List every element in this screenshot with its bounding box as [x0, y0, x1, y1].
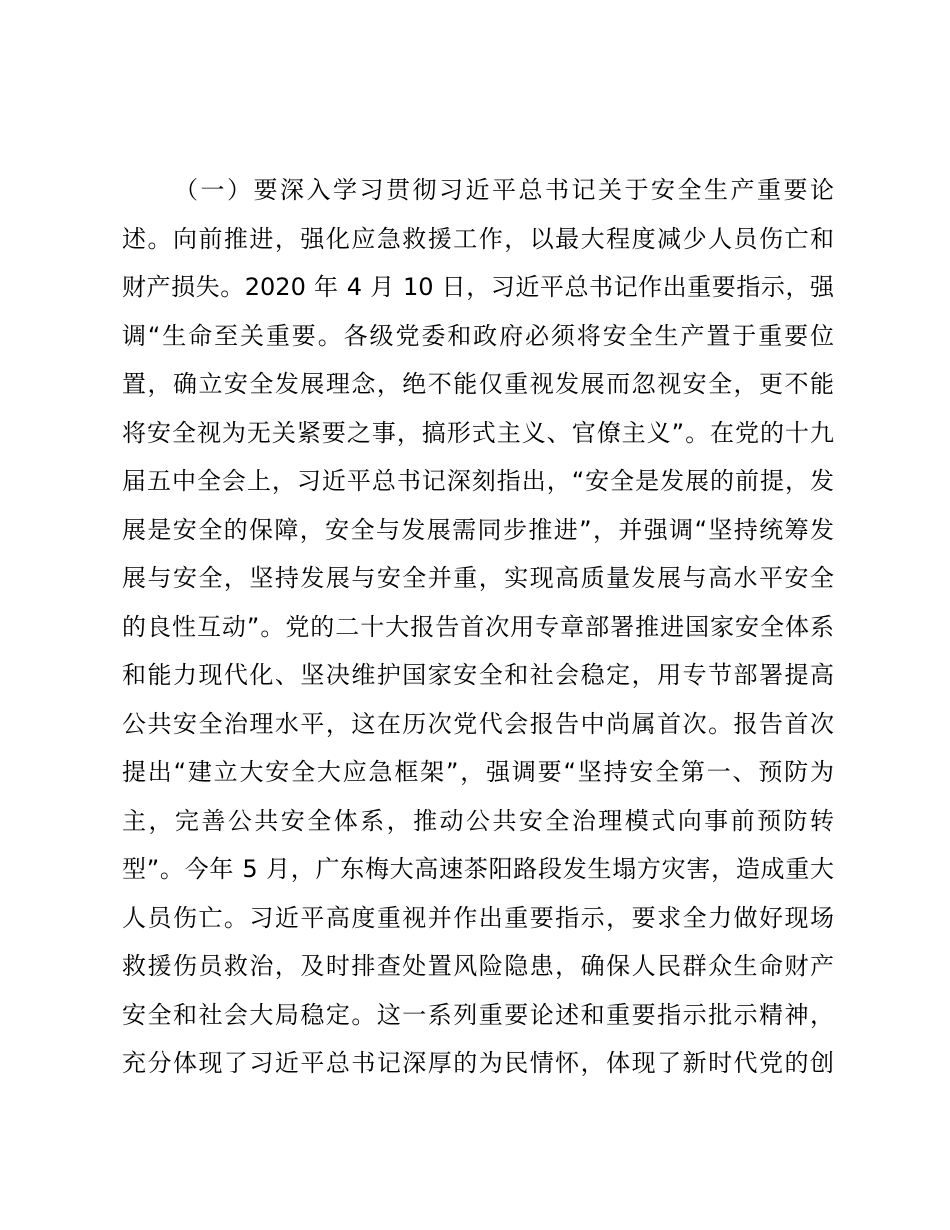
paragraph-line: 届五中全会上，习近平总书记深刻指出，“安全是发展的前提，发	[122, 467, 834, 495]
paragraph-line: 展是安全的保障，安全与发展需同步推进”，并强调“坚持统筹发	[122, 515, 834, 544]
paragraph-line: 人员伤亡。习近平高度重视并作出重要指示，要求全力做好现场	[122, 903, 834, 932]
paragraph-line: 调“生命至关重要。各级党委和政府必须将安全生产置于重要位	[122, 321, 834, 350]
paragraph-line: 充分体现了习近平总书记深厚的为民情怀，体现了新时代党的创	[122, 1049, 834, 1077]
paragraph-line: 的良性互动”。党的二十大报告首次用专章部署推进国家安全体系	[122, 612, 834, 641]
paragraph-line: 救援伤员救治，及时排查处置风险隐患，确保人民群众生命财产	[122, 952, 834, 980]
paragraph-line: 安全和社会大局稳定。这一系列重要论述和重要指示批示精神，	[122, 1000, 834, 1029]
paragraph-line: 置，确立安全发展理念，绝不能仅重视发展而忽视安全，更不能	[122, 370, 834, 398]
paragraph-line: 将安全视为无关紧要之事，搞形式主义、官僚主义”。在党的十九	[122, 418, 834, 447]
paragraph-line: 公共安全治理水平，这在历次党代会报告中尚属首次。报告首次	[122, 709, 834, 738]
paragraph-line: 财产损失。2020 年 4 月 10 日，习近平总书记作出重要指示，强	[122, 273, 834, 301]
paragraph-line: 提出“建立大安全大应急框架”，强调要“坚持安全第一、预防为	[122, 758, 834, 786]
paragraph-line: 展与安全，坚持发展与安全并重，实现高质量发展与高水平安全	[122, 564, 834, 592]
paragraph-line: 述。向前推进，强化应急救援工作，以最大程度减少人员伤亡和	[122, 224, 834, 253]
paragraph-line: 主，完善公共安全体系，推动公共安全治理模式向事前预防转	[122, 806, 834, 835]
paragraph-line: 型”。今年 5 月，广东梅大高速茶阳路段发生塌方灾害，造成重大	[122, 855, 834, 883]
paragraph-line: （一）要深入学习贯彻习近平总书记关于安全生产重要论	[174, 176, 834, 204]
body-paragraph	[122, 166, 834, 1088]
paragraph-line: 和能力现代化、坚决维护国家安全和社会稳定，用专节部署提高	[122, 661, 834, 689]
